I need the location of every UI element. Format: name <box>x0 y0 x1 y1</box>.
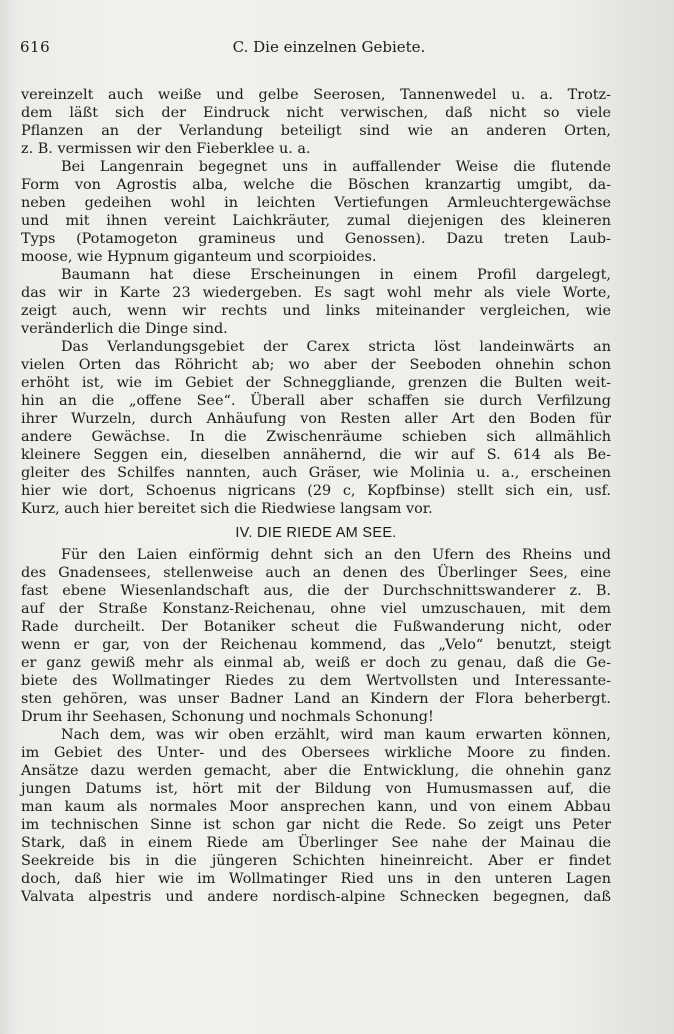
text-line: sten gehören, was unser Badner Land an Kindern der Flora beherbergt. <box>21 691 611 707</box>
text-line: Für den Laien einförmig dehnt sich an den Ufern des Rheins und <box>61 547 611 563</box>
text-line: das wir in Karte 23 wiedergeben. Es sagt wohl mehr als viele Worte, <box>21 285 611 301</box>
text-line: Nach dem, was wir oben erzählt, wird man kaum erwarten können, <box>61 727 611 743</box>
text-line: biete des Wollmatinger Riedes zu dem Wertvollsten und Interessante- <box>21 673 611 689</box>
text-line: Bei Langenrain begegnet uns in auffallender Weise die flutende <box>61 159 611 175</box>
text-line: vielen Orten das Röhricht ab; wo aber der Seeboden ohnehin schon <box>21 357 611 373</box>
text-line: Kurz, auch hier bereitet sich die Riedwiese langsam vor. <box>21 501 433 517</box>
text-line: moose, wie Hypnum giganteum und scorpioides. <box>21 249 377 265</box>
text-line: Baumann hat diese Erscheinungen in einem Profil dargelegt, <box>61 267 611 283</box>
text-line: Rade durcheilt. Der Botaniker scheut die Fußwanderung nicht, oder <box>21 619 611 635</box>
text-line: Seekreide bis in die jüngeren Schichten hineinreicht. Aber er findet <box>21 853 611 869</box>
text-line: Das Verlandungsgebiet der Carex stricta löst landeinwärts an <box>61 339 611 355</box>
text-line: kleinere Seggen ein, dieselben annähernd, die wir auf S. 614 als Be- <box>21 447 611 463</box>
text-line: und mit ihnen vereint Laichkräuter, zumal diejenigen des kleineren <box>21 213 611 229</box>
text-line: Form von Agrostis alba, welche die Böschen kranzartig umgibt, da- <box>21 177 611 193</box>
text-line: Pflanzen an der Verlandung beteiligt sind wie an anderen Orten, <box>21 123 611 139</box>
text-line: Ansätze dazu werden gemacht, aber die Entwicklung, die ohnehin ganz <box>21 763 611 779</box>
text-line: im technischen Sinne ist schon gar nicht die Rede. So zeigt uns Peter <box>21 817 611 833</box>
section-heading: IV. DIE RIEDE AM SEE. <box>235 525 397 541</box>
paragraph-lines-top <box>21 86 611 518</box>
text-line: Typs (Potamogeton gramineus und Genossen). Dazu treten Laub- <box>21 231 611 247</box>
text-line: jungen Datums ist, hört mit der Bildung von Humusmassen auf, die <box>21 781 611 797</box>
text-line: man kaum als normales Moor ansprechen kann, und von einem Abbau <box>21 799 611 815</box>
paragraph-lines-bottom <box>21 546 611 906</box>
text-line: ihrer Wurzeln, durch Anhäufung von Resten aller Art den Boden für <box>21 411 611 427</box>
text-line: z. B. vermissen wir den Fieberklee u. a. <box>21 141 311 157</box>
text-line: Valvata alpestris und andere nordisch-alpine Schnecken begegnen, daß <box>21 889 611 905</box>
page-header <box>20 38 638 60</box>
text-line: fast ebene Wiesenlandschaft aus, die der Durchschnittswanderer z. B. <box>21 583 611 599</box>
text-line: im Gebiet des Unter- und des Obersees wirkliche Moore zu finden. <box>21 745 611 761</box>
text-line: dem läßt sich der Eindruck nicht verwischen, daß nicht so viele <box>21 105 611 121</box>
text-line: doch, daß hier wie im Wollmatinger Ried uns in den unteren Lagen <box>21 871 611 887</box>
text-line: vereinzelt auch weiße und gelbe Seerosen, Tannenwedel u. a. Trotz- <box>21 87 611 103</box>
text-line: Drum ihr Seehasen, Schonung und nochmals Schonung! <box>21 709 434 725</box>
text-line: zeigt auch, wenn wir rechts und links miteinander vergleichen, wie <box>21 303 611 319</box>
text-line: wenn er gar, von der Reichenau kommend, das „Velo“ benutzt, steigt <box>21 637 611 653</box>
text-line: hier wie dort, Schoenus nigricans (29 c, Kopfbinse) stellt sich ein, usf. <box>21 483 611 499</box>
text-line: neben gedeihen wohl in leichten Vertiefungen Armleuchtergewächse <box>21 195 611 211</box>
text-line: auf der Straße Konstanz-Reichenau, ohne viel umzuschauen, mit dem <box>21 601 611 617</box>
text-line: hin an die „offene See“. Überall aber schaffen sie durch Verfilzung <box>21 393 611 409</box>
running-title: C. Die einzelnen Gebiete. <box>232 38 426 56</box>
text-line: veränderlich die Dinge sind. <box>21 321 228 337</box>
text-line: er ganz gewiß mehr als einmal ab, weiß er doch zu genau, daß die Ge- <box>21 655 611 671</box>
text-line: Stark, daß in einem Riede am Überlinger See nahe der Mainau die <box>21 835 611 851</box>
text-line: erhöht ist, wie im Gebiet der Schneggliande, grenzen die Bulten weit- <box>21 375 611 391</box>
body-text <box>21 86 611 906</box>
text-line: des Gnadensees, stellenweise auch an denen des Überlinger Sees, eine <box>21 565 611 581</box>
text-line: andere Gewächse. In die Zwischenräume schieben sich allmählich <box>21 429 611 445</box>
page-number: 616 <box>20 38 51 56</box>
text-line: gleiter des Schilfes nannten, auch Gräser, wie Molinia u. a., erscheinen <box>21 465 611 481</box>
